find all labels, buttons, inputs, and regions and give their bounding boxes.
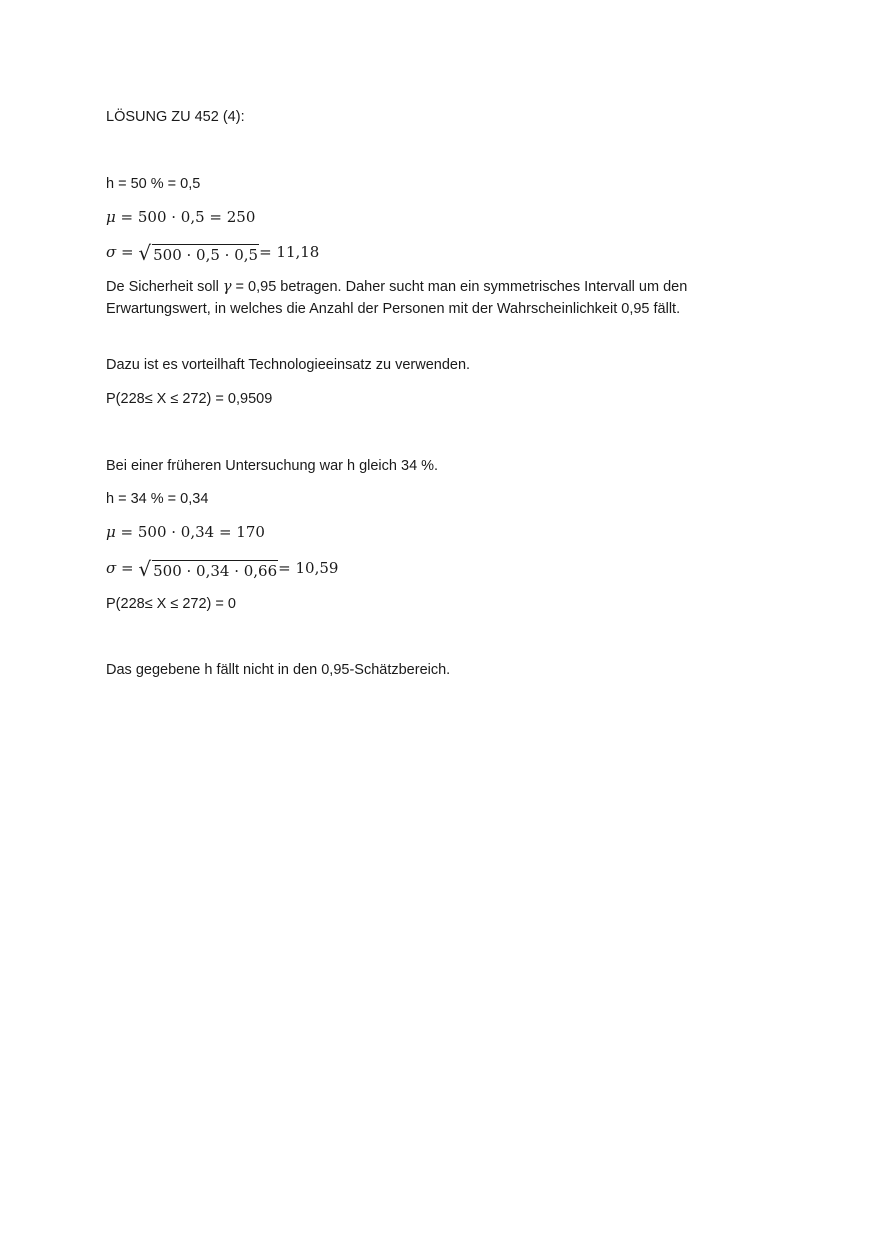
explanation-paragraph (106, 276, 746, 320)
square-root (138, 242, 259, 265)
probability-result-1: P(228≤ X ≤ 272) = 0,9509 (106, 391, 273, 407)
explanation-line-1: De Sicherheit soll γ = 0,95 betragen. Daher sucht man ein symmetrisches Intervall um den (106, 279, 688, 295)
radicand: 500 · 0,5 · 0,5 (153, 245, 259, 264)
conclusion: Das gegebene h fällt nicht in den 0,95-Schätzbereich. (106, 662, 451, 678)
explanation-line-2: Erwartungswert, in welches die Anzahl der Personen mit der Wahrscheinlichkeit 0,95 fällt. (106, 301, 681, 317)
sigma-symbol: σ (106, 243, 117, 261)
gamma-symbol: γ (222, 279, 232, 295)
sigma-equals: = (116, 559, 139, 577)
solution-title: LÖSUNG ZU 452 (4): (106, 109, 245, 125)
radical-sign-icon: √ (138, 240, 152, 265)
h-definition-2: h = 34 % = 0,34 (106, 491, 209, 507)
sigma-symbol: σ (106, 559, 117, 577)
earlier-study-intro: Bei einer früheren Untersuchung war h gleich 34 %. (106, 458, 439, 474)
h-definition-1: h = 50 % = 0,5 (106, 176, 201, 192)
mu-equation-1 (106, 206, 255, 228)
radicand: 500 · 0,34 · 0,66 (153, 561, 278, 580)
square-root (138, 558, 278, 581)
sigma-equals: = (116, 243, 139, 261)
mu-symbol: μ (106, 523, 116, 541)
mu-rhs: = 500 · 0,5 = 250 (120, 208, 256, 226)
probability-result-2: P(228≤ X ≤ 272) = 0 (106, 596, 236, 612)
mu-rhs: = 500 · 0,34 = 170 (120, 523, 265, 541)
sigma-result: = 10,59 (278, 559, 339, 577)
technology-note: Dazu ist es vorteilhaft Technologieeinsatz zu verwenden. (106, 357, 471, 373)
sigma-equation-1 (106, 241, 319, 265)
radical-sign-icon: √ (138, 556, 152, 581)
mu-symbol: μ (106, 208, 116, 226)
mu-equation-2 (106, 521, 265, 543)
sigma-equation-2 (106, 557, 338, 581)
sigma-result: = 11,18 (259, 243, 320, 261)
